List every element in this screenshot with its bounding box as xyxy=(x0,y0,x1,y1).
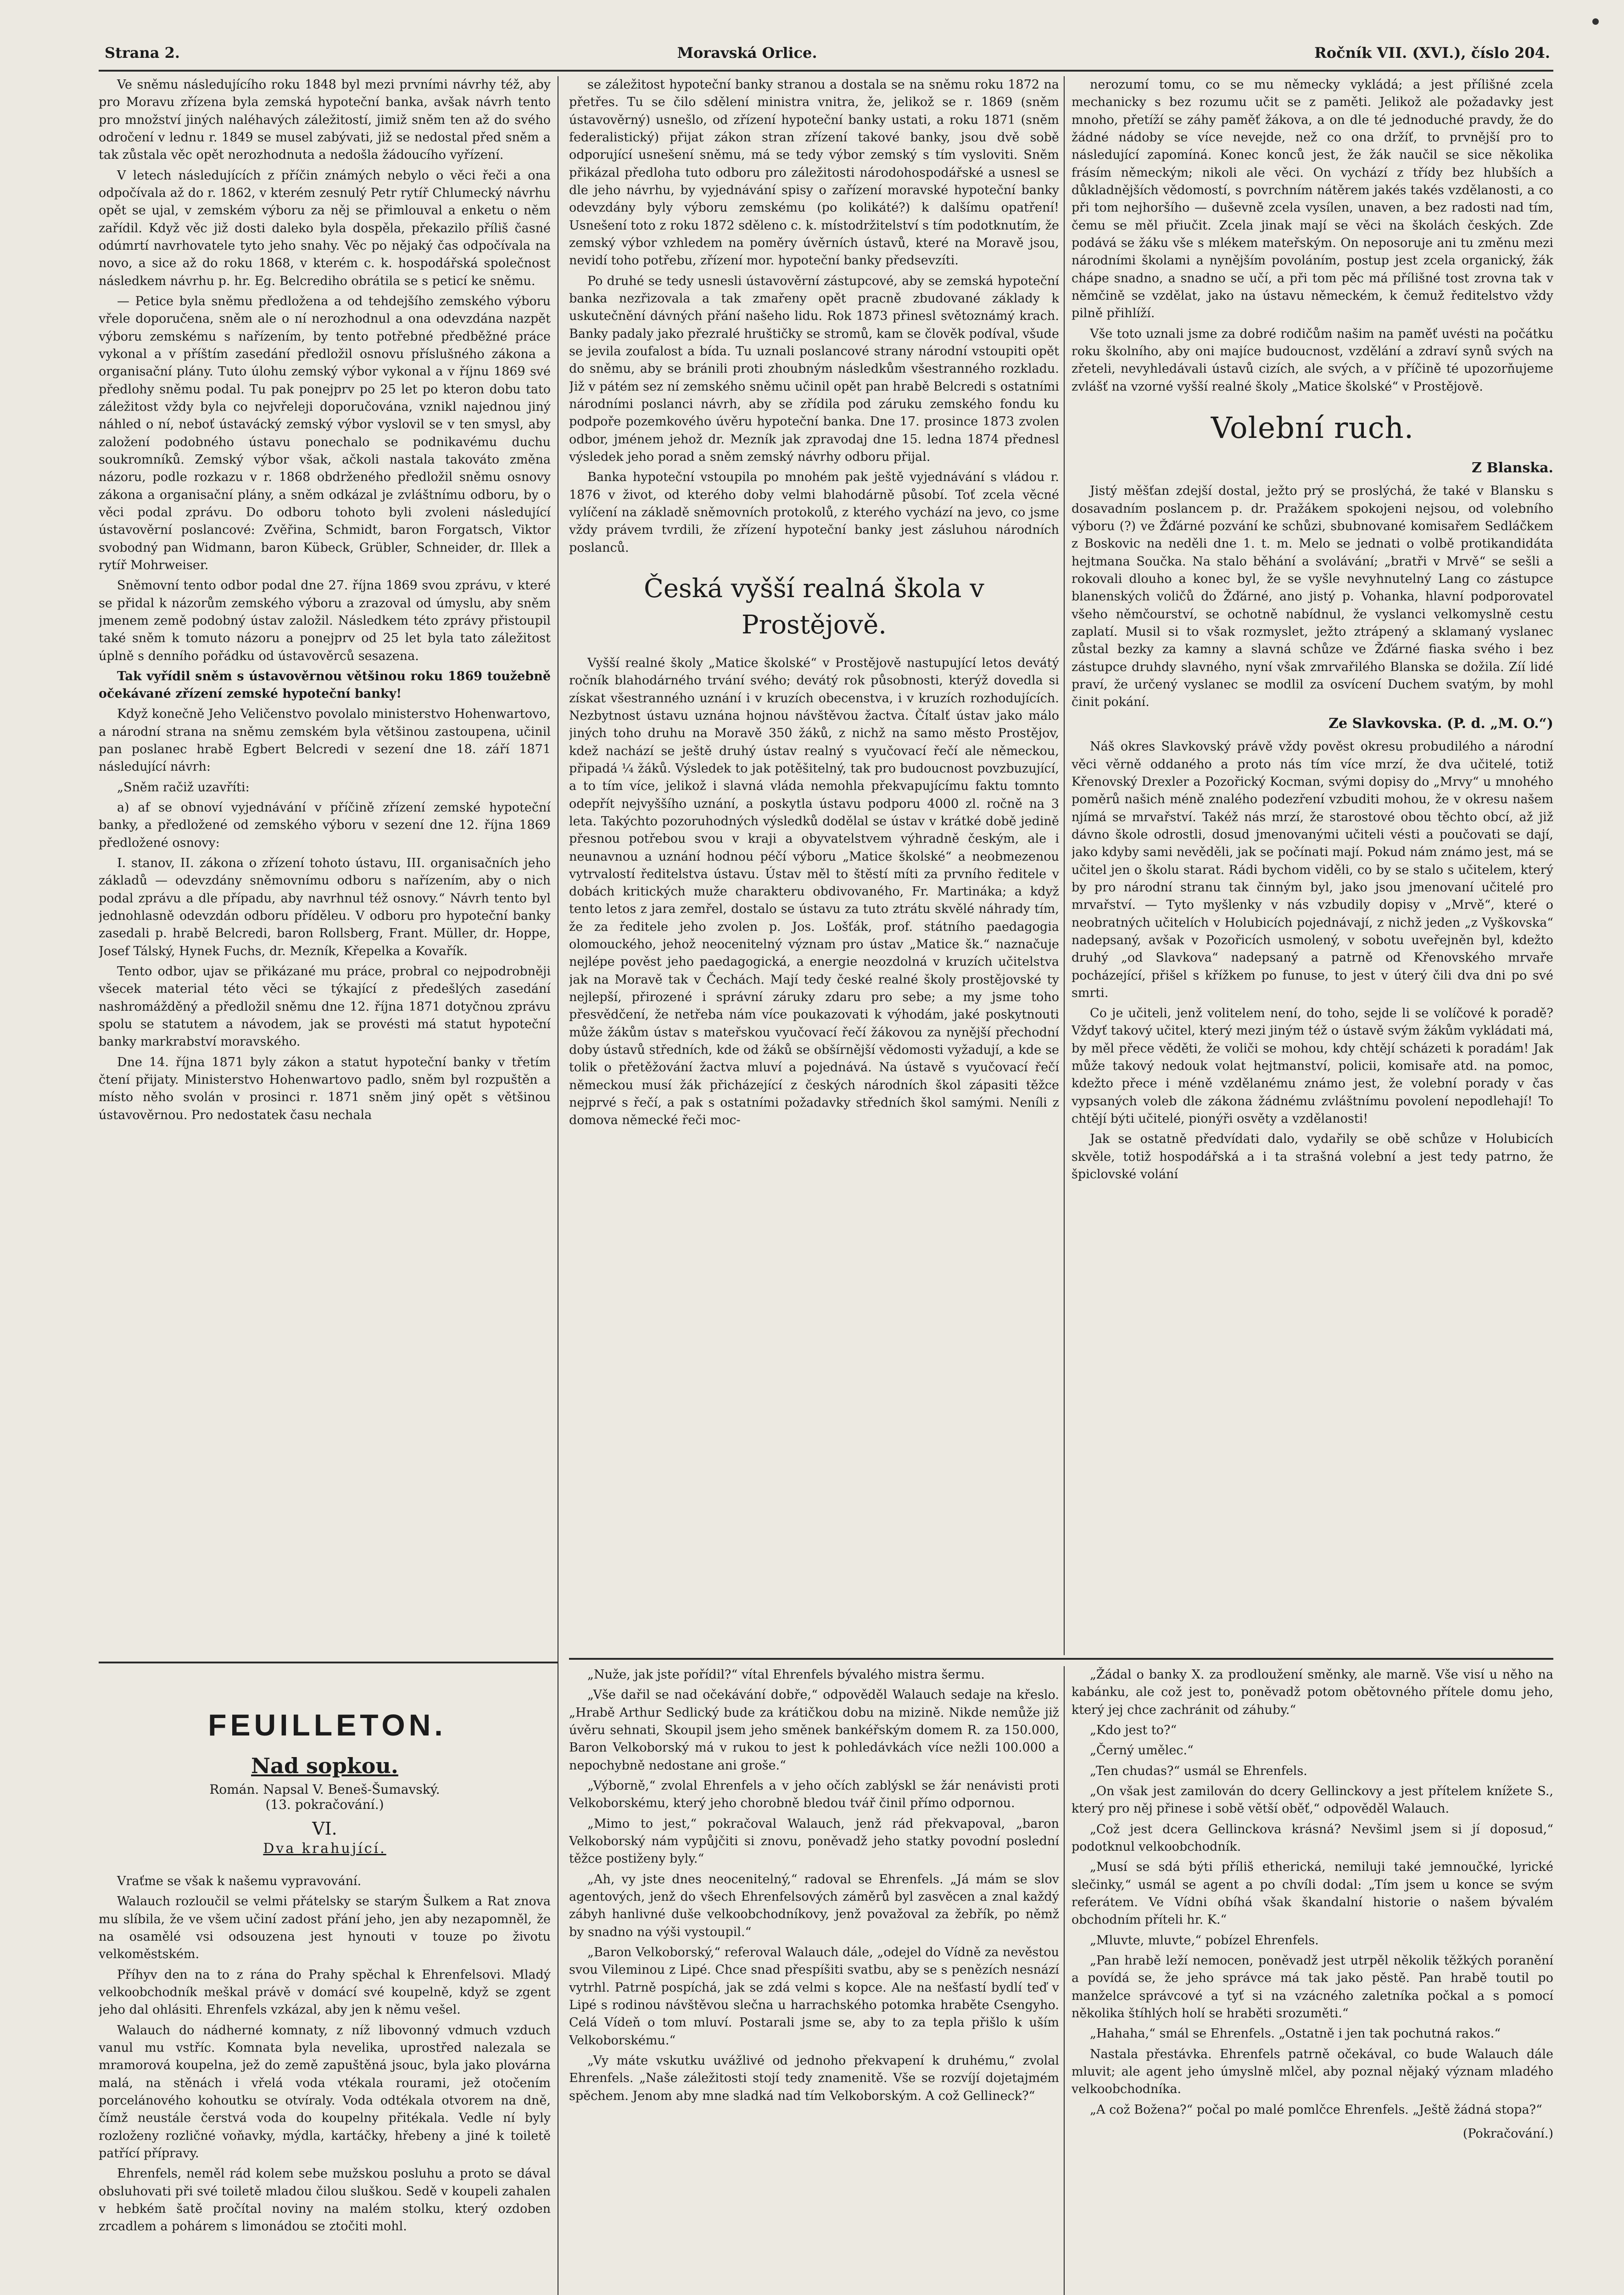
paragraph: Příhyv den na to z rána do Prahy spěchal k Ehrenfelsovi. Mladý velkoobchodník meškal právě v domácí své koupelně, když se zgent jeho dal ohlásiti. Ehrenfels vzkázal, aby jen k němu vešel. xyxy=(99,1967,551,2017)
paragraph: „Kdo jest to?“ xyxy=(1090,1723,1177,1737)
paragraph: nerozumí tomu, co se mu německy vykládá; a jest přílišné zcela mechanicky s bez rozumu učit se z paměti. Jelikož ale požadavky jest mnoho, přetíží se záhy paměť žákova, a on dle té jednoduché pravdy, že do žádné nádoby se více nevejde, než co ona držíť, to prvnější pro to následující zapomíná. Konec konců jest, že žák naučil se sice několika frásím německým; nikoli ale věci. On vychází z třídy bez hlubších a důkladnějších vědomostí, s povrchním nátěrem jakés takés vzdělanosti, a co při tom nejhoršího — duševně zcela vysílen, unaven, a bez radosti nad tím, čemu se měl přiučit. Zcela jinak mají se věci na školách českých. Zde podává se žáku vše s mlékem mateřským. On neposoruje ani tu změnu mezi národními školami a nynějším povoláním, postup jest zcela organický, žák chápe snadno, a snadno se učí, a při tom pěc má přílišné tost zrovna tak v němčině se vzdělat, jako na ústavu německém, k čemuž ředitelstvo vždy pilně přihlíží. xyxy=(1072,78,1553,321)
paragraph: „Černý umělec.“ xyxy=(1090,1743,1194,1758)
subsection-blansko: Z Blanska. xyxy=(1472,459,1553,476)
paragraph: „Což jest dcera Gellinckova krásná? Nevšiml jsem si jí doposud,“ podotknul velkoobchodník. xyxy=(1072,1822,1553,1854)
paragraph: „Sněm račiž uzavříti: xyxy=(117,780,250,795)
paragraph: Co je učiteli, jenž volitelem není, do toho, sejde li se volíčové k poradě? Vždyť takový učitel, který mezi jiným též o ústavě svým žákům vykládati má, by měl přece věděti, že voliči se mohou, kdy chtějí scházeti k poradám! Jak může takový nedouk volat hejtmanství, policii, komisaře atd. na pomoc, kdežto přece i méně vzdělanému známo jest, že volební porady v čas vypsaných voleb dle zákona žádnému zvláštnímu povolení nepodlehají! To chtějí býti učitelé, pionýři osvěty a vzdělanosti! xyxy=(1072,1006,1553,1126)
paragraph: se záležitost hypoteční banky stranou a dostala se na sněmu roku 1872 na přetřes. Tu se čilo sdělení ministra vnitra, že, jelikož se r. 1869 (sněm ústavověrný) usnešlo, od zřízení hypoteční banky ustati, a roku 1871 (sněm federalistický) přijat zákon stran zřízení takové banky, jsou dvě sobě odporující usnešení sněmu, má se tedy výbor zemský s tím vysloviti. Sněm přikázal předloha tuto odboru pro záležitosti národohospodářské a usnesl se dle jeho návrhu, by vyjednávání spisy o zařízení moravské hypoteční banky odevzdány byly výboru zemskému (po kolikáté?) k dalšímu opatření! Usnešení toto z roku 1872 sděleno c. k. místodržitelství s tím podotknutím, že zemský výbor vzhledem na poměry úvěrních ústavů, které na Moravě jsou, nevidí toho potřebu, zřízení mor. hypoteční banky předsevzíti. xyxy=(569,78,1059,268)
novel-byline: Román. Napsal V. Beneš-Šumavský. xyxy=(209,1782,440,1797)
paragraph: „Žádal o banky X. za prodloužení směnky, ale marně. Vše visí u něho na kabánku, ale což jest to, poněvadž potom obětovného přítele domu jeho, který jej chce zachránit od záhuby.“ xyxy=(1072,1668,1553,1717)
paragraph: Nastala přestávka. Ehrenfels patrně očekával, co bude Walauch dále mluvit; ale agent jeho úmyslně mlčel, aby poznal nějaký význam mladého velkoobchodníka. xyxy=(1072,2047,1553,2097)
paragraph: „Baron Velkoborský,“ referoval Walauch dále, „odejel do Vídně za nevěstou svou Vileminou z Lipé. Chce snad přespíšiti svatbu, aby se s penězích nesnází vytrhl. Patrně pospíchá, jak se zdá velmi s kopce. Ale na nešťastí bydlí teď v Lipé s rodinou návštěvou slečna u harrachského potomka hraběte Csengyho. Celá Vídeň o tom mluví. Postarali jsme se, aby to za tepla přišlo k uším Velkoborskému.“ xyxy=(569,1945,1059,2048)
paragraph: Ve sněmu následujícího roku 1848 byl mezi prvními návrhy též, aby pro Moravu zřízena byla zemská hypoteční banka, avšak návrh tento pro množství jiných naléhavých záležitostí, jimiž sněm ten až do svého odročení v lednu r. 1849 se musel zabývati, již se nedostal před sněm a tak zůstala věc opět nerozhodnuta a nedošla žádoucího vyřízení. xyxy=(99,78,551,162)
paragraph: I. stanov, II. zákona o zřízení tohoto ústavu, III. organisačních jeho základů — odevzdány sněmovnímu odboru s nařízením, aby o nich podal zprávu a dle případu, aby navrhnul též osnovy.“ Návrh tento byl jednohlasně odevzdán odboru příděleu. V odboru pro hypoteční banky zasedali p. hrabě Belcredi, baron Rollsberg, Frant. Müller, dr. Hoppe, Josef Tálský, Hynek Fuchs, dr. Mezník, Křepelka a Kovařík. xyxy=(99,856,551,958)
feuilleton-rule-left xyxy=(99,1662,558,1663)
chapter-number: VI. xyxy=(312,1819,337,1839)
paragraph: Dne 14. října 1871 byly zákon a statut hypoteční banky v třetím čtení přijaty. Ministerstvo Hohenwartovo padlo, sněm byl rozpuštěn a místo něho svolán v prosinci r. 1871 sněm jiný opět s většinou ústavověrnou. Pro nedostatek času nechala xyxy=(99,1055,551,1122)
paragraph: „Musí se sdá býti příliš etherická, nemiluji také jemnoučké, lyrické slečinky,“ usmál se agent a po chvíli dodal: „Tím jsem u konce se svým referátem. Ve Vídni obíhá však škandalní historie o našem bývalém obchodním příteli hr. K.“ xyxy=(1072,1860,1553,1927)
continuation-note: (Pokračování.) xyxy=(1462,2126,1553,2141)
feuilleton-title-block xyxy=(99,1753,551,1861)
paragraph: „Vše dařil se nad očekávání dobře,“ odpověděl Walauch sedaje na křeslo. „Hrabě Arthur Sedlický bude za krátičkou dobu na mizině. Nikde nemůže již úvěru sehnati, Skoupil jsem jeho směnek bankéřským domem R. za 150.000, Baron Velkoborský má v rukou to jest k pohledávkách více nežli 100.000 a nepochybně nedostane ani groše.“ xyxy=(569,1688,1059,1773)
column-divider-2 xyxy=(1064,76,1065,1655)
page-header xyxy=(105,42,1550,63)
paragraph: „Ah, vy jste dnes neocenitelný,“ radoval se Ehrenfels. „Já mám se slov agentových, jenž do všech Ehrenfelsových záměrů byl zasvěcen a znal každý zábyh hanlivné duše velkoobchodníkovy, jenž považoval za žebřík, po němž by snadno na výši vystoupil.“ xyxy=(569,1872,1059,1939)
article-column-2 xyxy=(569,76,1059,1655)
feuilleton-column-3 xyxy=(1072,1666,1553,2295)
paragraph: „Vy máte vskutku uvážlivé od jednoho překvapení k druhému,“ zvolal Ehrenfels. „Naše záležitosti stojí tedy znamenitě. Vše se rozvíjí dojetajmém spěchem. Jenom aby mne sladká nad tím Velkoborským. A což Gellineck?“ xyxy=(569,2053,1059,2103)
paragraph: „On však jest zamilován do dcery Gellinckovy a jest přítelem knížete S., který pro něj přinese i sobě větší oběť,“ odpověděl Walauch. xyxy=(1072,1784,1553,1816)
paragraph: „Výborně,“ zvolal Ehrenfels a v jeho očích zablýskl se žár nenávisti proti Velkoborskému, který jeho chorobně bledou tvář činil přímo odpornou. xyxy=(569,1778,1059,1811)
paragraph: Když konečně Jeho Veličenstvo povolalo ministerstvo Hohenwartovo, a národní strana na sněmu zemském byla většinou zastoupena, učinil pan poslanec hrabě Egbert Belcredi v sezení dne 18. září 1871 následující návrh: xyxy=(99,707,551,774)
paragraph: Ehrenfels, neměl rád kolem sebe mužskou posluhu a proto se dával obsluhovati při své toiletě mladou čilou sluškou. Sedě v koupeli zahalen v hebkém šatě pročítal noviny na malém stolku, který ozdoben zrcadlem a pohárem s limonádou se ztočiti mohl. xyxy=(99,2166,551,2234)
article-column-1 xyxy=(99,76,551,1669)
paragraph: Walauch rozloučil se velmi přátelsky se starým Šulkem a Rat znova mu slíbila, že ve všem učiní zadost přání jeho, jen aby nezapomněl, že na osamělé vsi odsouzena jest hynouti v touze po životu velkoměstském. xyxy=(99,1894,551,1962)
chapter-title: Dva krahující. xyxy=(263,1841,386,1857)
section-title-realka: Česká vyšší realná škola v Prostějově. xyxy=(644,573,984,640)
novel-title: Nad sopkou. xyxy=(251,1753,398,1778)
paragraph: „Mluvte, mluvte,“ pobízel Ehrenfels. xyxy=(1090,1933,1319,1948)
subsection-slavkovsko: Ze Slavkovska. (P. d. „M. O.“) xyxy=(1328,715,1553,732)
paragraph: Náš okres Slavkovský právě vždy pověst okresu probudilého a národní věci věrně oddaného a proto nás tím více mrzí, že dva učitelé, totiž Křenovský Drexler a Pozořický Kocman, svými dopisy do „Mrvy“ u mnohého poměrů našich méně znalého podezření vzbuditi mohou, že v okresu našem njímá se mrvařství. Takéž nás mrzí, že starostové obou těchto obcí, až již dávno škole odrostli, dosud jmenovanými učiteli vésti a poučovati se dají, jako kdyby sami nevěděli, jak se počínati mají. Pokud nám známo jest, má se učitel jen o školu starat. Rádi bychom viděli, co by se stalo s učitelem, který by pro národní stranu tak činným byl, jako jsou jmenovaní učitelé pro mrvařství. — Tyto myšlenky v nás vzbudily dopisy v „Mrvě“, které o neobratných učitelích v Holubicích pojednávají, z nichž jeden „z Vyškovska“ nadepsaný, avšak v Pozořicích usmolený, v sobotu uveřejněn byl, kdežto druhý „od Slavkova“ nadepsaný a patrně od Křenovského mrvaře pocházející, přišel s křížkem po funuse, to jest v úterý čili dva dni po své smrti. xyxy=(1072,739,1553,1000)
paragraph: „Hahaha,“ smál se Ehrenfels. „Ostatně i jen tak pochutná rakos.“ xyxy=(1090,2026,1501,2041)
feuilleton-heading: FEUILLETON. xyxy=(208,1708,446,1742)
paragraph: „Mimo to jest,“ pokračoval Walauch, jenž rád překvapoval, „baron Velkoborský nám vypůjčiti si znovu, poněvadž jeho statky povodní poslední těžce postiženy byly.“ xyxy=(569,1816,1059,1866)
paragraph: Banka hypoteční vstoupila po mnohém pak ještě vyjednávání s vládou r. 1876 v život, od kterého doby velmi blahodárně působí. Toť zcela věcné vylíčení na základě sněmovních protokolů, z kterého vychází na jevo, co jsme vždy právem tvrdili, že zřízení hypoteční banky jest zásluhou národních poslanců. xyxy=(569,470,1059,555)
novel-continuation: (13. pokračování.) xyxy=(265,1797,384,1812)
header-rule xyxy=(99,70,1553,72)
section-title-volebni: Volební ruch. xyxy=(1211,411,1414,445)
paragraph: Tento odbor, ujav se přikázané mu práce, probral co nejpodrobněji všecek material této věci se týkající z předešlých zasedání nashromážděný a předložil sněmu dne 12. října 1871 dotyčnou zprávu spolu se statutem a návodem, jak se provésti má statut hypoteční banky markrabství moravského. xyxy=(99,964,551,1049)
paragraph: Sněmovní tento odbor podal dne 27. října 1869 svou zprávu, v které se přidal k názorům zemského výboru a zrazoval od úmyslu, aby sněm jmenem země podobný ústav založil. Následkem této zprávy přistoupil také sněm k tomuto názoru a ponejprv od 25 let byla tato záležitost úplně s denního pořádku od ústavověrců sesazena. xyxy=(99,578,551,663)
paragraph: „Ten chudas?“ usmál se Ehrenfels. xyxy=(1090,1763,1307,1778)
paragraph: Jistý měšťan zdejší dostal, ježto prý se proslýchá, že také v Blansku s dosavadním poslancem p. dr. Pražákem spokojeni nejsou, od volebního výboru (?) ve Žďárné pozvání ke schůzi, sbubnované komisařem Sedláčkem z Boskovic na neděli dne 1. t. m. Melo se jednati o volbě protikandidáta hejtmana Součka. Na stalo běhání a svolávání; „bratři v Mrvě“ se sešli a rokovali dlouho a konec byl, že se vyšle nevyhnutelný Lang co zástupce blanenských voličů do Žďárné, ano jistý p. Vohanka, hlavní podporovatel všeho němčourství, se ochotně nabídnul, že vyslanci velkomyslně cestu zaplatí. Musil si to však rozmyslet, ježto ztrápený a sklamaný vyslanec zůstal bezky za kamny a slavná schůze ve Žďárné fiaska svého i bez zástupce druhdy slavného, nyní však zmrvařilého Blanska se dožila. Zíí lidé praví, že určený vyslanec se modlil za osvícení Duchem svatým, by mohl činit pokání. xyxy=(1072,484,1553,710)
ink-speck xyxy=(1592,18,1599,25)
paragraph: Walauch do nádherné komnaty, z níž libovonný vdmuch vzduch vanul mu vstříc. Komnata byla nevelika, uprostřed nalezala se mramorová koupelna, jež do země zapuštěná jsouc, byla jako plovárna malá, na stěnách i vřelá voda vtékala rourami, jež otočením porcelánového kohoutku se otvíraly. Voda odtékala otvorem na dně, čímž neustále čerstvá voda do koupelny přitékala. Vedle ní byly rozloženy rozličné voňavky, mýdla, kartáčky, hřebeny a jiné k toiletě patřící přípravy. xyxy=(99,2023,551,2161)
feuilleton-column-2 xyxy=(569,1666,1059,2295)
issue-info: Ročník VII. (XVI.), číslo 204. xyxy=(1314,44,1550,62)
paragraph: Vraťme se však k našemu vypravování. xyxy=(117,1874,362,1888)
newspaper-title: Moravská Orlice. xyxy=(677,44,817,62)
paragraph: Tak vyřídil sněm s ústavověrnou většinou roku 1869 toužebně očekávané zřízení zemské hypoteční banky! xyxy=(99,669,551,701)
paragraph: Jak se ostatně předvídati dalo, vydařily se obě schůze v Holubicích skvěle, totiž hospodářská a i ta strašná volební a jest tedy patrno, že špiclovské volání xyxy=(1072,1132,1553,1182)
paragraph: Vyšší realné školy „Matice školské“ v Prostějově nastupující letos devátý ročník blahodárného trvání svého; devátý rok působnosti, kterýž dovedla si získat všestranného uznání i v kruzích obecenstva, i v kruzích rozhodujících. Nezbytnost ústavu uznána hojnou návštěvou žactva. Čítalť ústav jako málo jiných toho druhu na Moravě 350 žáků, z nichž na samo město Prostějov, kdež nachází se ještě druhý ústav realný s vyučovací řečí ale německou, připadá ¼ žáků. Výsledek to jak potěšitelný, tak pro budoucnost povzbuzující, a to tím více, jelikož i slavná vláda nemohla překvapujícímu faktu tomnto odepřít nejvyššího uznání, a poskytla ústavu podporu 4000 zl. ročně na 3 leta. Takýchto pozoruhodných výsledků dodělal se ústav v krátké době jedině přesnou potřebou svou v kraji a obyvatelstvem výhradně českým, ale i neunavnou a uznání hodnou péčí výboru „Matice školské“ a neobmezenou vytrvalostí ředitelstva ústavu. Ústav měl to štěstí míti za prvního ředitele v dobách kritických muže charakteru obdivovaného, Fr. Martináka; a když tento letos z jara zemřel, dostalo se ústavu za tuto ztrátu skvělé náhrady tím, že za ředitele jeho zvolen p. Jos. Lošťák, prof. státního paedagogia olomouckého, jehož neocenitelný význam pro ústav „Matice šk.“ naznačuje nejlépe pověst jeho paedagogická, a energie neozdolná v kruzích učitelstva jak na Moravě tak v Čechách. Mají tedy české realné školy prostějovské ty nejlepší, přirozené i správní záruky zdaru pro sebe; a my jsme toho přesvědčení, že netřeba nám více poukazovati k výhodám, jaké poskytnouti může žákům ústav s mateřskou vyučovací řečí žákovou za nynější přechodní doby ústavů středních, kde od žáků se obšírnější vědomosti vyžadují, a kde se tolik o přetěžování žactva mluví a pojednává. Na ústavě s vyučovací řečí německou musí žák přicházející z českých národních škol zápasiti těžce nejprvé s řečí, a pak s ostatními požadavky středních škol samými. Neníli z domova německé řeči moc- xyxy=(569,655,1059,1128)
paragraph: „A což Božena?“ počal po malé pomlčce Ehrenfels. „Ještě žádná stopa?“ xyxy=(1090,2102,1542,2117)
page-number: Strana 2. xyxy=(105,44,180,62)
article-column-3 xyxy=(1072,76,1553,1655)
paragraph: „Nuže, jak jste pořídil?“ vítal Ehrenfels bývalého mistra šermu. xyxy=(587,1668,985,1682)
paragraph: V letech následujících z příčin známých nebylo o věci řeči a ona odpočívala až do r. 1862, v kterém zesnulý Petr rytíř Chlumecký návrhu opět se ujal, v zemském výboru za něj se přimlouval a enketu o něm zařídil. Když věc již dosti daleko byla dospěla, překazilo příliš časné odúmrtí navrhovatele tyto jeho snahy. Věc po nějaký čas odpočívala na novo, a sice až do roku 1868, v kterém c. k. hospodářská společnost následkem návrhu p. hr. Eg. Belcrediho obrátila se s peticí ke sněmu. xyxy=(99,168,551,288)
feuilleton-column-divider xyxy=(1064,1666,1065,2295)
feuilleton-rule-right xyxy=(569,1658,1553,1660)
paragraph: — Petice byla sněmu předložena a od tehdejšího zemského výboru vřele doporučena, sněm ale o ní nerozhodnul a ona odevzdána nazpět výboru zemskému s nařízením, by tento potřebné předběžné práce vykonal a v příštím zasedání předložil osnovu příslušného zákona a organisační plány. Tuto úlohu zemský výbor vykonal a v říjnu 1869 své předlohy sněmu podal. Tu pak ponejprv po 25 let po kteron dobu tato záležitost vždy byla co nejvřeleji doporučována, vznikl najednou jiný náhled o ní, neboť ústavácký zemský výbor vyslovil se v ten smysl, aby založení podobného ústavu ponechalo se podnikavému duchu soukromníků. Zemský výbor však, ačkoli nastala takováto změna názoru, podle rozkazu v r. 1868 obdrženého předložil sněmu osnovy zákona a organisační plány, a sněm odkázal je zvláštnímu odboru, by o věci podal zprávu. Do odboru tohoto byli zvoleni následující ústavověrní poslancové: Zvěřina, Schmidt, baron Forgatsch, Viktor svobodný pan Widmann, baron Kübeck, Grübler, Schneider, dr. Illek a rytíř Mohrweiser. xyxy=(99,294,551,572)
paragraph: Vše toto uznali jsme za dobré rodičům našim na paměť uvésti na počátku roku školního, aby oni majíce budoucnost, vzdělání a zdraví synů svých na zřeteli, nevyhledávali ústavů cizích, ale svých, a v příčině té upozorňujeme zvlášť na vzorné vyšší realné školy „Matice školské“ v Prostějově. xyxy=(1072,326,1553,394)
feuilleton-column-1 xyxy=(99,1873,551,2295)
paragraph: a) af se obnoví vyjednávání v příčině zřízení zemské hypoteční banky, a předložené od zemského výboru v sezení dne 12. října 1869 předložené osnovy: xyxy=(99,800,551,850)
paragraph: „Pan hrabě leží nemocen, poněvadž jest utrpěl několik těžkých poranění a povídá se, že jeho správce má tak jako pěstě. Pan hrabě toutil po manželce správcové a tyť si na vzácného zaletníka počkal a s pomocí několika štíhlých holí se hraběti srozuměti.“ xyxy=(1072,1953,1553,2021)
paragraph: Po druhé se tedy usnesli ústavověrní zástupcové, aby se zemská hypoteční banka nezřizovala a tak zmařeny opět pracně zbudované základy k uskutečnění dávných přání našeho lidu. Rok 1873 přinesl světoznámý krach. Banky padaly jako přezralé hruštičky se stromů, kam se člověk podíval, všude se jevila zoufalost a bída. Tu uznali poslancové strany národní vstoupiti opět do sněmu, aby se bránili proti zhoubným následkům všestranného rozkladu. Již v pátém sez ní zemského sněmu učinil opět pan hrabě Belcredi s ostatními národními poslanci návrh, aby se zřídila pod záruku zemského fondu ku podpoře pozemkového úvěru hypoteční banka. Dne 17. prosince 1873 zvolen odbor, jménem jehož dr. Mezník jak zpravodaj dne 15. ledna 1874 přednesl výsledek jeho porad a sněm zemský návrhy odboru přijal. xyxy=(569,274,1059,464)
